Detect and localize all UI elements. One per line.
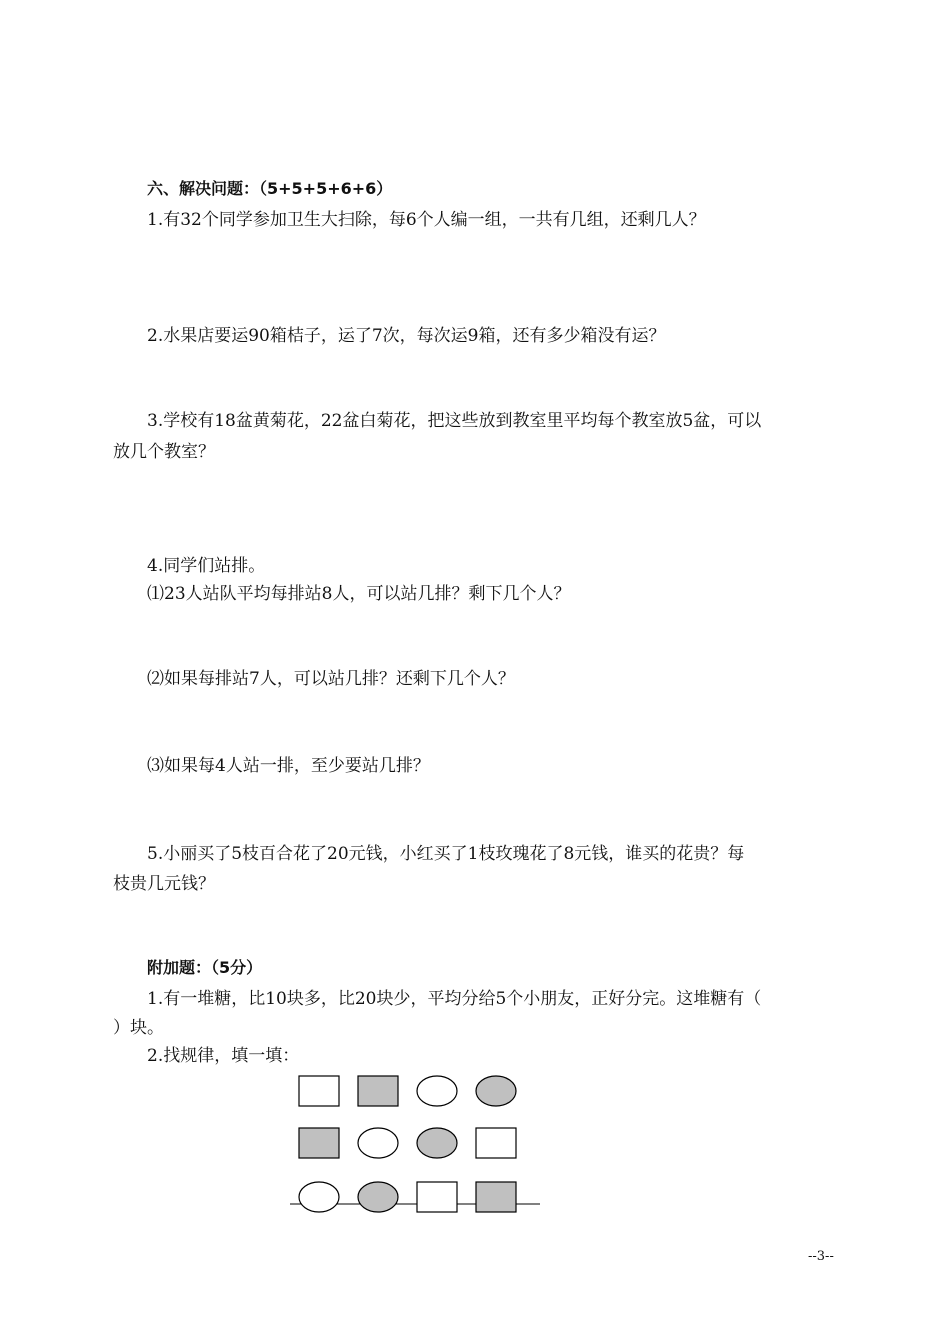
bonus-question-1-line-2: ）块。: [113, 1018, 164, 1038]
pattern-gray-square-r3-c4: [476, 1182, 516, 1212]
pattern-gray-circle-r3-c2: [358, 1182, 398, 1212]
question-4-part-3: ⑶如果每4人站一排，至少要站几排？: [147, 756, 430, 776]
pattern-gray-circle-r1-c4: [476, 1076, 516, 1106]
question-4-part-1: ⑴23人站队平均每排站8人，可以站几排？剩下几个人？: [147, 584, 571, 604]
question-2: 2.水果店要运90箱桔子，运了7次，每次运9箱，还有多少箱没有运？: [147, 326, 666, 346]
pattern-white-square-r2-c4: [476, 1128, 516, 1158]
pattern-white-circle-r3-c1: [299, 1182, 339, 1212]
pattern-white-square-r3-c3: [417, 1182, 457, 1212]
question-5-line-1: 5.小丽买了5枝百合花了20元钱，小红买了1枝玫瑰花了8元钱，谁买的花贵？每: [147, 844, 745, 864]
pattern-gray-square-r2-c1: [299, 1128, 339, 1158]
question-1: 1.有32个同学参加卫生大扫除，每6个人编一组，一共有几组，还剩几人？: [147, 210, 706, 230]
question-4-part-2: ⑵如果每排站7人，可以站几排？还剩下几个人？: [147, 669, 515, 689]
bonus-question-2: 2.找规律，填一填：: [147, 1046, 300, 1066]
pattern-gray-circle-r2-c3: [417, 1128, 457, 1158]
question-5-line-2: 枝贵几元钱？: [113, 874, 215, 894]
question-3-line-2: 放几个教室？: [113, 442, 215, 462]
pattern-white-square-r1-c1: [299, 1076, 339, 1106]
pattern-gray-square-r1-c2: [358, 1076, 398, 1106]
question-3-line-1: 3.学校有18盆黄菊花，22盆白菊花，把这些放到教室里平均每个教室放5盆，可以: [147, 411, 762, 431]
question-4: 4.同学们站排。: [147, 556, 266, 576]
pattern-white-circle-r1-c3: [417, 1076, 457, 1106]
pattern-white-circle-r2-c2: [358, 1128, 398, 1158]
page-number: --3--: [808, 1249, 834, 1264]
bonus-question-1-line-1: 1.有一堆糖，比10块多，比20块少，平均分给5个小朋友，正好分完。这堆糖有（: [147, 989, 762, 1009]
bonus-title: 附加题：（5分）: [147, 958, 263, 977]
section-6-title: 六、解决问题：（5+5+5+6+6）: [147, 179, 393, 198]
